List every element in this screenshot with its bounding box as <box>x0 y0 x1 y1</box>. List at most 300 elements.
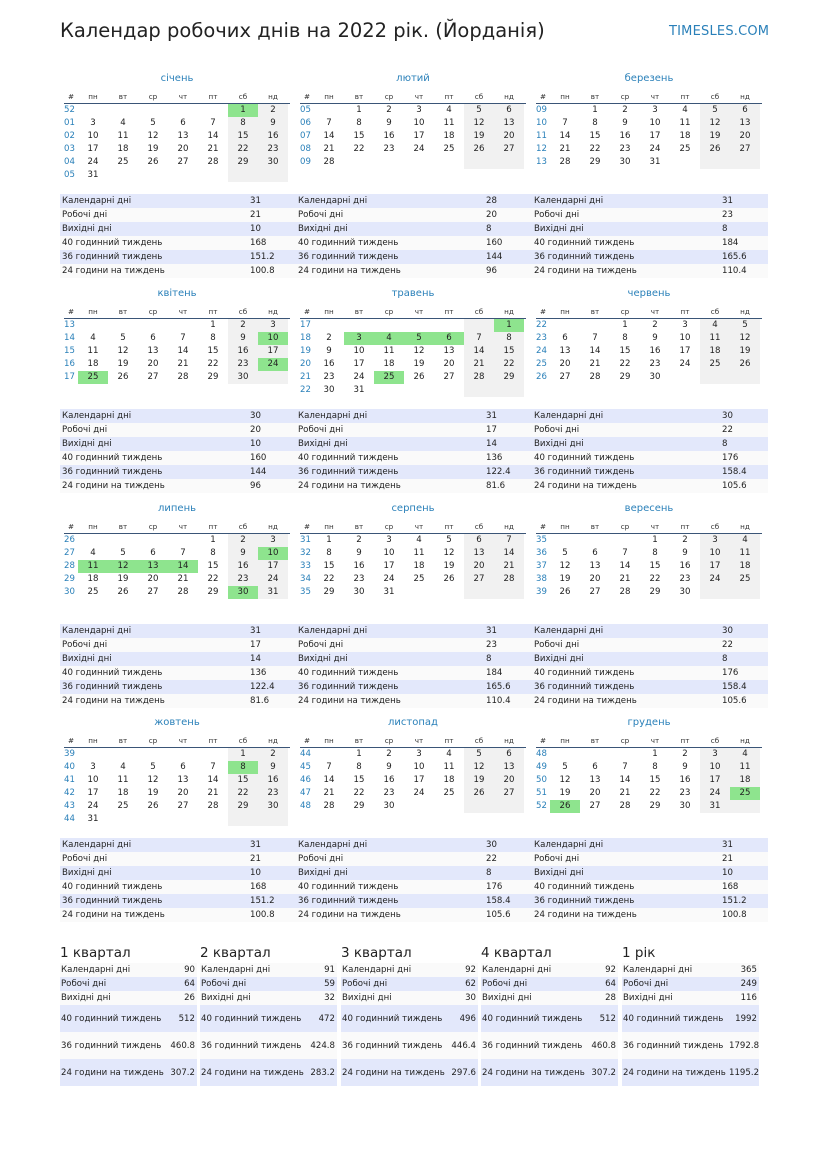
week-row <box>300 761 526 774</box>
week-row <box>64 332 290 345</box>
day-cell: 16 <box>679 775 691 785</box>
day-cell: 22 <box>649 788 661 798</box>
month-name: лютий <box>396 73 430 84</box>
stats-row <box>532 437 768 451</box>
day-cell: 15 <box>589 131 601 141</box>
quarter-stats-label: Вихідні дні <box>61 993 111 1003</box>
day-cell: 19 <box>443 561 455 571</box>
weekday-label: пт <box>680 736 690 745</box>
day-cell: 22 <box>228 143 258 156</box>
empty-day-cell <box>138 104 168 117</box>
weekday-label: # <box>303 736 311 745</box>
stats-value: 96 <box>250 481 261 491</box>
stats-value: 122.4 <box>486 467 511 477</box>
stats-row <box>532 479 768 493</box>
day-cell: 26 <box>730 358 760 371</box>
stats-value: 100.8 <box>250 266 275 276</box>
day-cell: 30 <box>619 157 631 167</box>
weekday-label: # <box>539 522 547 531</box>
stats-label: Календарні дні <box>62 626 132 636</box>
day-cell: 4 <box>416 535 422 545</box>
day-cell: 30 <box>383 801 395 811</box>
empty-day-cell <box>138 534 168 547</box>
weekday-label: вт <box>590 92 600 101</box>
site-link[interactable]: TIMESLES.COM <box>669 24 770 39</box>
empty-day-cell <box>138 748 168 761</box>
stats-label: Календарні дні <box>534 626 604 636</box>
quarter-stats-row <box>341 991 478 1005</box>
quarter-stats-value: 1992 <box>735 1013 757 1024</box>
day-cell: 4 <box>120 762 126 772</box>
week-row <box>64 586 290 599</box>
weekday-label: сб <box>474 736 484 745</box>
day-cell: 8 <box>356 118 362 128</box>
week-row <box>64 358 290 371</box>
quarter-stats-row <box>60 977 197 991</box>
weekday-label: сб <box>238 736 248 745</box>
stats-row <box>532 894 768 908</box>
weekday-label: ср <box>148 522 158 531</box>
day-cell: 9 <box>228 332 258 345</box>
day-cell: 24 <box>258 358 288 371</box>
empty-day-cell <box>108 319 138 332</box>
quarter-stats-row <box>481 963 618 977</box>
day-cell: 9 <box>228 547 258 560</box>
day-cell: 17 <box>87 788 99 798</box>
weekday-label: вт <box>354 307 364 316</box>
day-cell: 30 <box>258 800 288 813</box>
day-cell: 4 <box>730 534 760 547</box>
stats-value: 8 <box>486 868 492 878</box>
week-row <box>536 534 762 547</box>
stats-row <box>296 409 532 423</box>
day-cell: 12 <box>559 561 571 571</box>
day-cell: 25 <box>78 371 108 384</box>
day-cell: 28 <box>177 587 189 597</box>
day-cell: 25 <box>700 358 730 371</box>
stats-value: 8 <box>486 654 492 664</box>
day-cell: 4 <box>682 105 688 115</box>
day-cell: 26 <box>147 801 159 811</box>
day-cell: 7 <box>326 118 332 128</box>
day-cell: 24 <box>700 787 730 800</box>
stats-label: Вихідні дні <box>62 868 112 878</box>
weekday-label: пт <box>444 307 454 316</box>
stats-value: 8 <box>486 224 492 234</box>
day-cell: 21 <box>207 788 219 798</box>
day-cell: 19 <box>464 774 494 787</box>
stats-value: 21 <box>250 854 261 864</box>
day-cell: 27 <box>177 157 189 167</box>
weekday-label: # <box>539 92 547 101</box>
stats-value: 168 <box>250 238 267 248</box>
weekday-label: чт <box>650 92 660 101</box>
stats-value: 122.4 <box>250 682 275 692</box>
day-cell: 13 <box>559 346 571 356</box>
stats-label: 40 годинний тиждень <box>298 668 399 678</box>
day-cell: 9 <box>386 118 392 128</box>
week-row <box>64 104 290 117</box>
day-cell: 21 <box>177 359 189 369</box>
day-cell: 20 <box>177 788 189 798</box>
week-number: 28 <box>64 561 75 571</box>
stats-row <box>532 236 768 250</box>
quarter-stats-row <box>60 963 197 977</box>
day-cell: 9 <box>682 762 688 772</box>
day-cell: 16 <box>228 560 258 573</box>
stats-row <box>60 208 296 222</box>
day-cell: 12 <box>464 117 494 130</box>
stats-row <box>532 680 768 694</box>
month-stats-table <box>60 624 296 708</box>
day-cell: 10 <box>383 548 395 558</box>
week-row <box>536 547 762 560</box>
stats-row <box>296 465 532 479</box>
weekday-label: ср <box>384 736 394 745</box>
week-row <box>64 143 290 156</box>
day-cell: 11 <box>443 118 455 128</box>
quarter-stats-value: 1195.2 <box>729 1067 760 1078</box>
day-cell: 14 <box>207 131 219 141</box>
weekday-label: пт <box>208 92 218 101</box>
week-number: 26 <box>64 535 75 545</box>
quarter-stats-value: 91 <box>324 965 335 975</box>
day-cell: 17 <box>413 775 425 785</box>
day-cell: 29 <box>323 587 335 597</box>
day-cell: 6 <box>562 333 568 343</box>
day-cell: 25 <box>730 573 760 586</box>
week-row <box>536 586 762 599</box>
day-cell: 2 <box>682 535 688 545</box>
empty-day-cell <box>580 534 610 547</box>
empty-day-cell <box>700 156 730 169</box>
stats-row <box>60 222 296 236</box>
week-number: 44 <box>64 814 75 824</box>
week-number: 13 <box>536 157 547 167</box>
day-cell: 28 <box>177 372 189 382</box>
empty-day-cell <box>108 534 138 547</box>
day-cell: 25 <box>87 587 99 597</box>
stats-value: 23 <box>486 640 497 650</box>
weekday-label: чт <box>178 522 188 531</box>
stats-row <box>296 880 532 894</box>
day-cell: 16 <box>619 131 631 141</box>
weekday-label: # <box>67 307 75 316</box>
stats-label: Робочі дні <box>534 210 580 220</box>
empty-day-cell <box>494 384 524 397</box>
quarter-stats-row <box>200 977 337 991</box>
weekday-header <box>536 733 762 748</box>
empty-day-cell <box>550 748 580 761</box>
stats-value: 81.6 <box>486 481 506 491</box>
day-cell: 18 <box>730 774 760 787</box>
day-cell: 20 <box>589 574 601 584</box>
stats-row <box>296 236 532 250</box>
day-cell: 19 <box>700 130 730 143</box>
quarter-stats-row <box>622 1059 759 1086</box>
month-name: липень <box>157 503 196 514</box>
stats-row <box>532 838 768 852</box>
empty-day-cell <box>228 813 258 826</box>
empty-day-cell <box>108 748 138 761</box>
weekday-label: чт <box>414 307 424 316</box>
empty-day-cell <box>314 319 344 332</box>
weekday-label: сб <box>238 522 248 531</box>
stats-label: Календарні дні <box>298 626 368 636</box>
day-cell: 16 <box>323 359 335 369</box>
day-cell: 20 <box>443 359 455 369</box>
day-cell: 7 <box>622 548 628 558</box>
day-cell: 16 <box>258 130 288 143</box>
day-cell: 3 <box>386 535 392 545</box>
day-cell: 21 <box>559 144 571 154</box>
day-cell: 10 <box>413 762 425 772</box>
empty-day-cell <box>580 319 610 332</box>
day-cell: 16 <box>258 774 288 787</box>
day-cell: 19 <box>117 359 129 369</box>
empty-day-cell <box>344 319 374 332</box>
day-cell: 7 <box>494 534 524 547</box>
empty-day-cell <box>108 813 138 826</box>
day-cell: 14 <box>494 547 524 560</box>
day-cell: 8 <box>592 118 598 128</box>
stats-label: 40 годинний тиждень <box>62 238 163 248</box>
day-cell: 4 <box>446 105 452 115</box>
stats-label: Вихідні дні <box>62 224 112 234</box>
weekday-label: # <box>303 522 311 531</box>
stats-row <box>532 250 768 264</box>
day-cell: 25 <box>443 788 455 798</box>
day-cell: 11 <box>117 775 129 785</box>
empty-day-cell <box>464 319 494 332</box>
stats-value: 21 <box>250 210 261 220</box>
day-cell: 2 <box>356 535 362 545</box>
quarter-stats-value: 1792.8 <box>729 1040 760 1051</box>
weekday-header <box>64 89 290 104</box>
day-cell: 29 <box>207 587 219 597</box>
empty-day-cell <box>700 586 730 599</box>
weekday-label: вт <box>354 736 364 745</box>
day-cell: 17 <box>649 131 661 141</box>
day-cell: 25 <box>117 801 129 811</box>
day-cell: 28 <box>323 157 335 167</box>
day-cell: 14 <box>323 775 335 785</box>
month-days-table <box>536 733 762 813</box>
day-cell: 18 <box>730 560 760 573</box>
empty-day-cell <box>730 800 760 813</box>
day-cell: 27 <box>589 587 601 597</box>
month-name: січень <box>160 73 194 84</box>
week-row <box>536 319 762 332</box>
day-cell: 5 <box>562 548 568 558</box>
day-cell: 17 <box>700 774 730 787</box>
stats-label: Вихідні дні <box>534 224 584 234</box>
stats-label: 36 годинний тиждень <box>534 467 635 477</box>
stats-value: 8 <box>722 224 728 234</box>
empty-day-cell <box>434 384 464 397</box>
weekday-label: # <box>539 736 547 745</box>
stats-label: 40 годинний тиждень <box>534 882 635 892</box>
day-cell: 31 <box>87 170 99 180</box>
stats-row <box>532 652 768 666</box>
empty-day-cell <box>374 319 404 332</box>
quarter-stats-row <box>60 991 197 1005</box>
stats-row <box>60 423 296 437</box>
weekday-label: пн <box>88 307 98 316</box>
week-row <box>300 560 526 573</box>
stats-label: Вихідні дні <box>298 224 348 234</box>
day-cell: 5 <box>700 104 730 117</box>
empty-day-cell <box>138 169 168 182</box>
day-cell: 18 <box>443 131 455 141</box>
quarter-summary <box>341 944 478 1086</box>
week-number: 03 <box>64 144 75 154</box>
weekday-label: # <box>303 92 311 101</box>
week-number: 01 <box>64 118 75 128</box>
day-cell: 12 <box>108 560 138 573</box>
stats-value: 31 <box>250 840 261 850</box>
weekday-label: вт <box>118 522 128 531</box>
quarter-stats-label: 40 годинний тиждень <box>342 1013 443 1024</box>
day-cell: 24 <box>700 573 730 586</box>
day-cell: 25 <box>730 787 760 800</box>
month-calendar <box>536 716 762 813</box>
empty-day-cell <box>670 156 700 169</box>
quarter-stats-value: 472 <box>318 1013 335 1024</box>
week-row <box>64 573 290 586</box>
day-cell: 9 <box>386 762 392 772</box>
weekday-label: вт <box>354 92 364 101</box>
stats-label: Календарні дні <box>534 840 604 850</box>
stats-value: 14 <box>486 439 497 449</box>
week-number: 38 <box>536 574 547 584</box>
stats-row <box>60 838 296 852</box>
week-number: 45 <box>300 762 311 772</box>
stats-value: 165.6 <box>486 682 511 692</box>
stats-label: 24 години на тиждень <box>298 910 401 920</box>
weekday-header <box>536 89 762 104</box>
day-cell: 21 <box>464 358 494 371</box>
day-cell: 15 <box>619 346 631 356</box>
day-cell: 10 <box>700 547 730 560</box>
stats-label: Вихідні дні <box>298 654 348 664</box>
quarter-stats-value: 26 <box>184 993 195 1003</box>
week-row <box>64 748 290 761</box>
weekday-label: пт <box>444 522 454 531</box>
weekday-label: нд <box>740 307 750 316</box>
stats-label: 36 годинний тиждень <box>62 467 163 477</box>
day-cell: 1 <box>228 104 258 117</box>
week-number: 04 <box>64 157 75 167</box>
quarter-stats-row <box>481 1032 618 1059</box>
stats-value: 22 <box>722 425 733 435</box>
stats-label: 40 годинний тиждень <box>534 238 635 248</box>
week-number: 19 <box>300 346 311 356</box>
quarter-stats-label: Вихідні дні <box>482 993 532 1003</box>
stats-row <box>296 652 532 666</box>
day-cell: 23 <box>228 573 258 586</box>
day-cell: 5 <box>730 319 760 332</box>
day-cell: 13 <box>177 131 189 141</box>
day-cell: 22 <box>228 787 258 800</box>
day-cell: 2 <box>652 320 658 330</box>
week-number: 18 <box>300 333 311 343</box>
day-cell: 3 <box>682 320 688 330</box>
stats-row <box>60 680 296 694</box>
stats-label: 36 годинний тиждень <box>534 682 635 692</box>
day-cell: 6 <box>592 548 598 558</box>
weekday-label: чт <box>178 736 188 745</box>
weekday-label: сб <box>238 92 248 101</box>
day-cell: 26 <box>147 157 159 167</box>
day-cell: 14 <box>589 346 601 356</box>
week-row <box>300 371 526 384</box>
stats-value: 20 <box>486 210 497 220</box>
stats-row <box>532 451 768 465</box>
weekday-label: сб <box>474 307 484 316</box>
quarter-title: 1 рік <box>622 945 656 961</box>
week-number: 23 <box>536 333 547 343</box>
day-cell: 3 <box>258 319 288 332</box>
empty-day-cell <box>404 319 434 332</box>
stats-value: 165.6 <box>722 252 747 262</box>
week-row <box>64 345 290 358</box>
week-number: 51 <box>536 788 547 798</box>
week-number: 31 <box>300 535 311 545</box>
day-cell: 22 <box>649 574 661 584</box>
day-cell: 31 <box>383 587 395 597</box>
weekday-label: сб <box>238 307 248 316</box>
stats-row <box>60 908 296 922</box>
day-cell: 16 <box>383 775 395 785</box>
quarter-stats-label: Вихідні дні <box>342 993 392 1003</box>
week-row <box>300 586 526 599</box>
quarter-stats-row <box>200 1059 337 1086</box>
day-cell: 2 <box>228 534 258 547</box>
empty-day-cell <box>78 104 108 117</box>
day-cell: 1 <box>356 749 362 759</box>
day-cell: 1 <box>652 749 658 759</box>
week-row <box>536 787 762 800</box>
day-cell: 31 <box>700 800 730 813</box>
stats-label: 24 години на тиждень <box>534 910 637 920</box>
stats-value: 176 <box>486 882 503 892</box>
day-cell: 11 <box>78 560 108 573</box>
quarter-stats-value: 496 <box>459 1013 476 1024</box>
quarter-stats-label: 24 години на тиждень <box>342 1067 445 1078</box>
stats-label: 24 години на тиждень <box>534 481 637 491</box>
quarter-title: 1 квартал <box>60 945 131 961</box>
day-cell: 10 <box>87 131 99 141</box>
day-cell: 18 <box>413 561 425 571</box>
stats-label: 36 годинний тиждень <box>62 682 163 692</box>
week-number: 35 <box>536 535 547 545</box>
quarter-stats-row <box>60 1059 197 1086</box>
day-cell: 22 <box>353 788 365 798</box>
empty-day-cell <box>344 156 374 169</box>
empty-day-cell <box>78 748 108 761</box>
stats-value: 31 <box>722 840 733 850</box>
month-stats-table <box>60 838 296 922</box>
quarter-stats-label: 24 години на тиждень <box>201 1067 304 1078</box>
month-calendar <box>64 716 290 826</box>
week-row <box>536 156 762 169</box>
stats-row <box>296 680 532 694</box>
month-stats-table <box>296 409 532 493</box>
weekday-label: чт <box>178 307 188 316</box>
day-cell: 19 <box>730 345 760 358</box>
week-row <box>300 573 526 586</box>
